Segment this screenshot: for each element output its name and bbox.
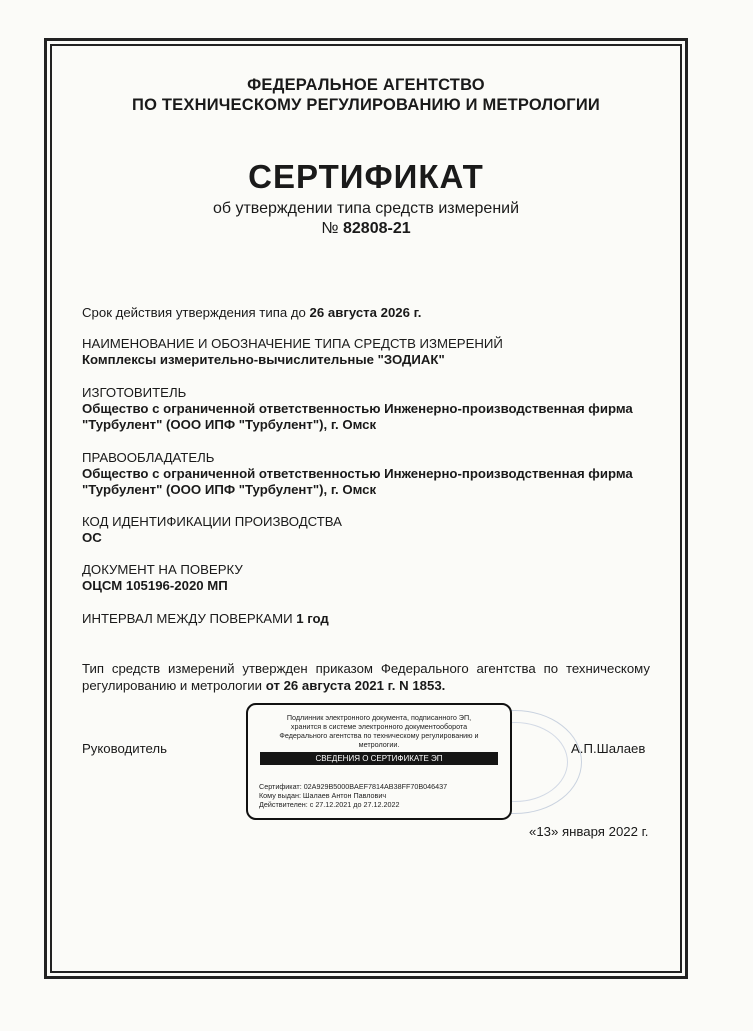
stamp-line-2: хранится в системе электронного документооборота — [290, 722, 468, 731]
manufacturer-line-1: Общество с ограниченной ответственностью Инженерно-производственная фирма — [82, 401, 633, 416]
stamp-certificate-header: СВЕДЕНИЯ О СЕРТИФИКАТЕ ЭП — [260, 752, 498, 765]
approval-order: от 26 августа 2021 г. N 1853. — [265, 678, 446, 693]
agency-line-2: ПО ТЕХНИЧЕСКОМУ РЕГУЛИРОВАНИЮ И МЕТРОЛОГИИ — [132, 96, 600, 114]
signatory-name: А.П.Шалаев — [571, 741, 646, 756]
stamp-line-4: метрологии. — [358, 740, 400, 749]
signature-date: «13» января 2022 г. — [529, 824, 649, 839]
interval-label: ИНТЕРВАЛ МЕЖДУ ПОВЕРКАМИ — [82, 611, 293, 626]
rights-holder-label: ПРАВООБЛАДАТЕЛЬ — [82, 450, 215, 465]
verification-doc-label: ДОКУМЕНТ НА ПОВЕРКУ — [82, 562, 243, 577]
stamp-line-1: Подлинник электронного документа, подписанного ЭП, — [286, 713, 472, 722]
validity-label: Срок действия утверждения типа до — [82, 305, 306, 320]
interval-value: 1 год — [296, 611, 329, 626]
certificate-subtitle: об утверждении типа средств измерений — [212, 200, 520, 217]
validity-line — [82, 305, 421, 320]
certificate-number — [50, 220, 682, 238]
stamp-line-3: Федерального агентства по техническому регулированию и — [279, 731, 479, 740]
verification-doc-value: ОЦСМ 105196-2020 МП — [82, 578, 228, 593]
stamp-certificate-number: Сертификат: 02A929B5000BAEF7814AB38FF70B046437 — [259, 782, 448, 791]
signatory-role: Руководитель — [82, 741, 167, 756]
production-code-label: КОД ИДЕНТИФИКАЦИИ ПРОИЗВОДСТВА — [82, 514, 342, 529]
stamp-issued-to: Кому выдан: Шалаев Антон Павлович — [259, 791, 387, 800]
agency-line-1: ФЕДЕРАЛЬНОЕ АГЕНТСТВО — [247, 76, 485, 94]
approval-text: Тип средств измерений утвержден приказом Федерального агентства по техническому регулированию и метрологии — [82, 661, 650, 693]
approval-paragraph — [82, 660, 650, 694]
number-value: 82808-21 — [343, 220, 411, 237]
certificate-title: СЕРТИФИКАТ — [248, 158, 484, 195]
production-code-value: ОС — [82, 530, 102, 545]
interval-line — [82, 611, 329, 626]
manufacturer-line-2: "Турбулент" (ООО ИПФ "Турбулент"), г. Омск — [82, 417, 377, 432]
name-type-label: НАИМЕНОВАНИЕ И ОБОЗНАЧЕНИЕ ТИПА СРЕДСТВ ИЗМЕРЕНИЙ — [82, 336, 503, 351]
e-signature-stamp — [246, 703, 512, 820]
manufacturer-label: ИЗГОТОВИТЕЛЬ — [82, 385, 187, 400]
number-prefix: № — [321, 220, 339, 237]
validity-date: 26 августа 2026 г. — [309, 305, 422, 320]
rights-holder-line-1: Общество с ограниченной ответственностью Инженерно-производственная фирма — [82, 466, 633, 481]
rights-holder-line-2: "Турбулент" (ООО ИПФ "Турбулент"), г. Омск — [82, 482, 377, 497]
name-type-value: Комплексы измерительно-вычислительные "ЗОДИАК" — [82, 352, 445, 367]
stamp-validity: Действителен: с 27.12.2021 до 27.12.2022 — [259, 800, 400, 809]
